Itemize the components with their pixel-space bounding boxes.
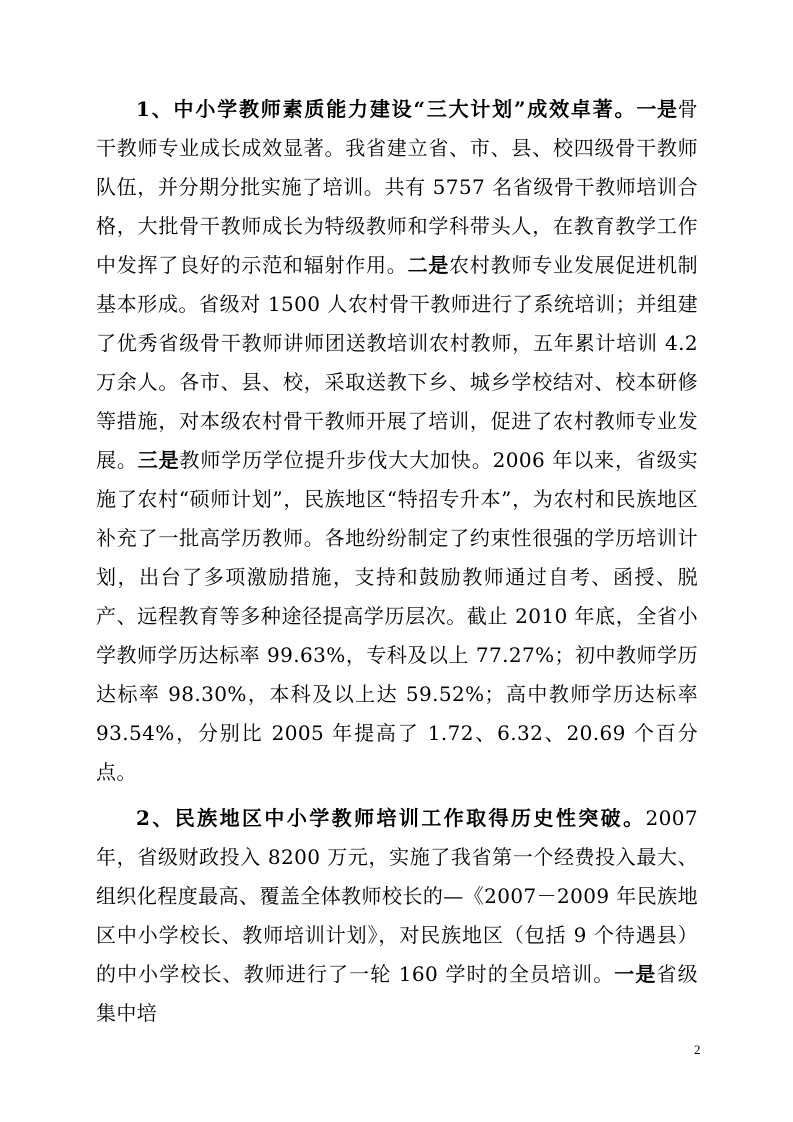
paragraph-2 (96, 799, 698, 1033)
paragraph-1-point-1-label: 一是 (636, 97, 678, 121)
paragraph-2-intro-text: 2007 年，省级财政投入 8200 万元，实施了我省第一个经费投入最大、组织化程度最高、覆盖全体教师校长的—《2007－2009 年民族地区中小学校长、教师培训计划》，对民族地区（包括 9 个待遇县）的中小学校长、教师进行了一轮 160 学时的全员培训。 (96, 806, 698, 986)
paragraph-2-heading: 2、民族地区中小学教师培训工作取得历史性突破。 (136, 806, 646, 830)
document-page (96, 90, 698, 1033)
paragraph-1-point-2-label: 二是 (407, 253, 450, 277)
paragraph-1 (96, 90, 698, 792)
paragraph-1-point-3-text: 教师学历学位提升步伐大大加快。2006 年以来，省级实施了农村“硕师计划”，民族地区“特招专升本”，为农村和民族地区补充了一批高学历教师。各地纷纷制定了约束性很强的学历培训计划，出台了多项激励措施，支持和鼓励教师通过自考、函授、脱产、远程教育等多种途径提高学历层次。截止 2010 年底，全省小学教师学历达标率 99.63%，专科及以上 77.27%；初中教师学历达标率 98.30%，本科及以上达 59.52%；高中教师学历达标率 93.54%，分别比 2005 年提高了 1.72、6.32、20.69 个百分点。 (96, 448, 698, 784)
paragraph-2-point-1-text: 省级集中培 (96, 962, 698, 1025)
paragraph-2-point-1-label: 一是 (614, 962, 657, 986)
paragraph-1-point-1-text: 骨干教师专业成长成效显著。我省建立省、市、县、校四级骨干教师队伍，并分期分批实施了培训。共有 5757 名省级骨干教师培训合格，大批骨干教师成长为特级教师和学科带头人，在教育教学工作中发挥了良好的示范和辐射作用。 (96, 97, 698, 277)
paragraph-1-point-2-text: 农村教师专业发展促进机制基本形成。省级对 1500 人农村骨干教师进行了系统培训；并组建了优秀省级骨干教师讲师团送教培训农村教师，五年累计培训 4.2 万余人。各市、县、校，采取送教下乡、城乡学校结对、校本研修等措施，对本级农村骨干教师开展了培训，促进了农村教师专业发展。 (96, 253, 698, 472)
paragraph-1-heading: 1、中小学教师素质能力建设“三大计划”成效卓著。 (136, 97, 637, 121)
page-number: 2 (694, 1042, 701, 1057)
paragraph-1-point-3-label: 三是 (137, 448, 180, 472)
